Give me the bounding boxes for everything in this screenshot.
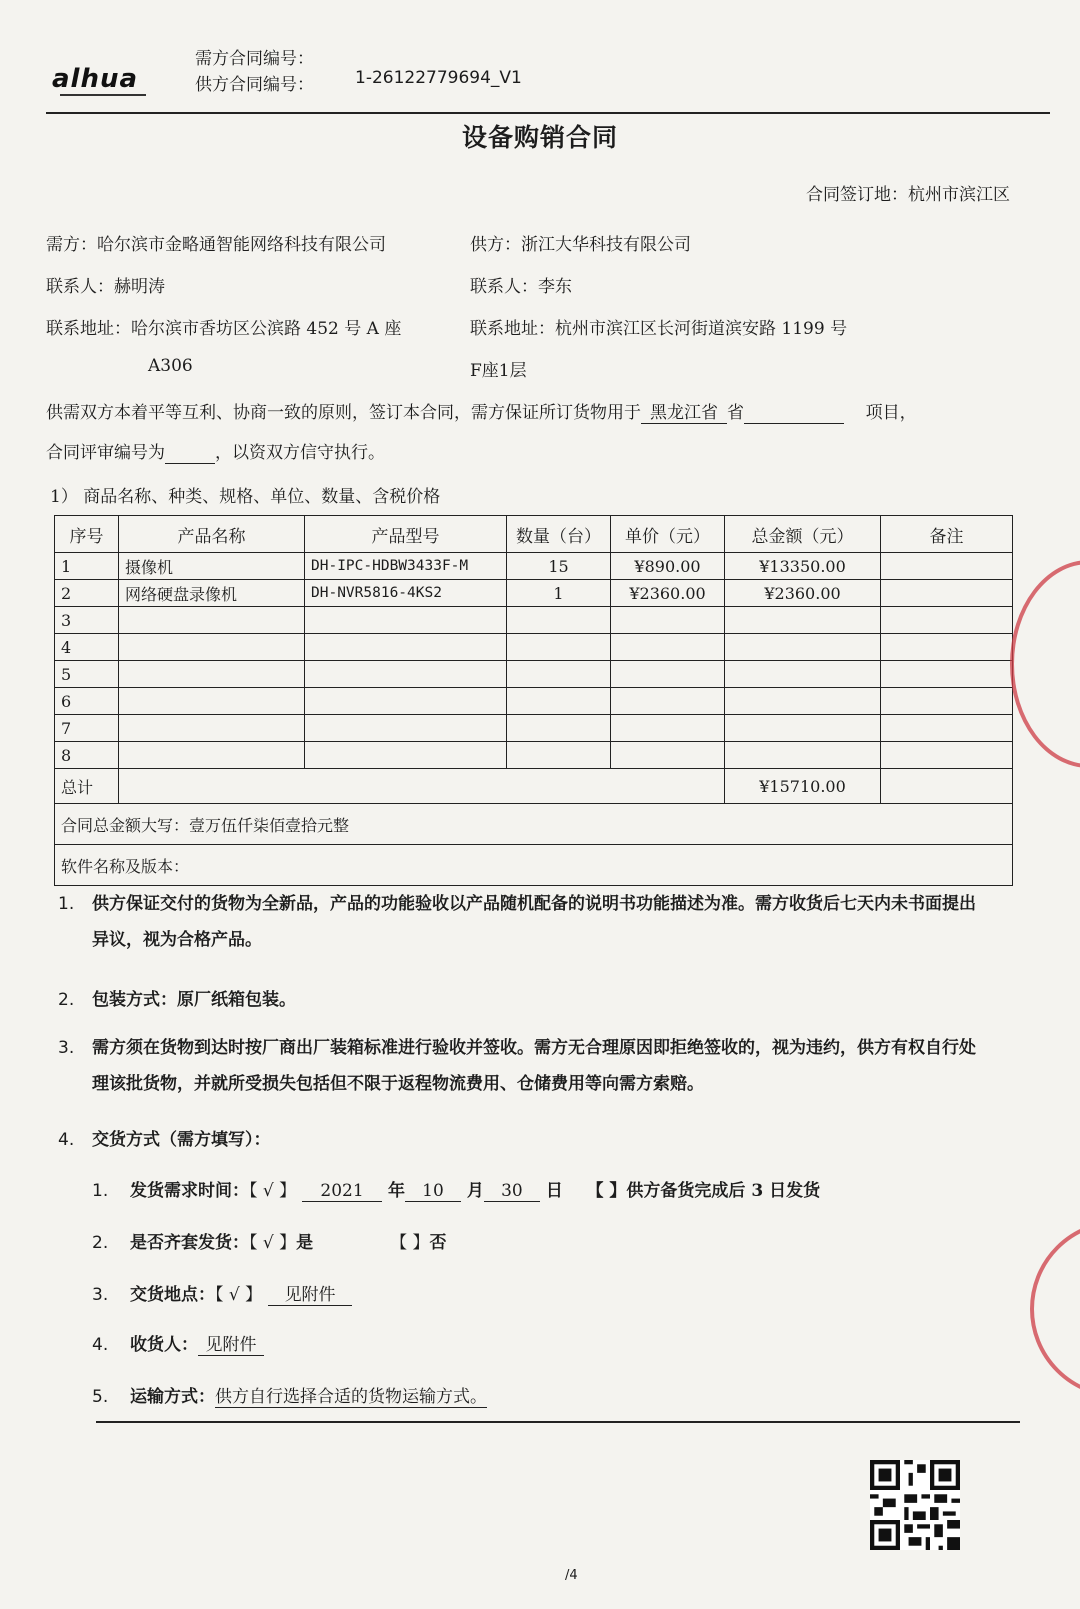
buyer-contact: 联系人：赫明涛 xyxy=(46,277,165,297)
col-header-total: 总金额（元） xyxy=(725,516,881,553)
supplier-contract-no-label: 供方合同编号： xyxy=(195,75,314,95)
cell-note xyxy=(881,661,1013,688)
cell-unit-price xyxy=(611,742,725,769)
cell-product-name xyxy=(119,634,305,661)
delivery-time xyxy=(92,1176,820,1202)
table-row xyxy=(55,607,1013,634)
table-row xyxy=(55,580,1013,607)
preamble-text-e: ，以资双方信守执行。 xyxy=(215,443,385,463)
complete-set-label: 是否齐套发货： xyxy=(130,1233,249,1253)
cell-model xyxy=(305,742,507,769)
cell-total: ¥13350.00 xyxy=(725,553,881,580)
province-value: 黑龙江省 xyxy=(641,398,727,424)
transport-method xyxy=(92,1382,487,1408)
complete-set-delivery xyxy=(92,1228,447,1253)
yes-label: 是 xyxy=(296,1233,314,1253)
cell-unit-price xyxy=(611,607,725,634)
total-empty xyxy=(119,769,725,804)
product-table xyxy=(54,515,1013,886)
buyer-name: 需方：哈尔滨市金略通智能网络科技有限公司 xyxy=(46,235,386,255)
cell-unit-price xyxy=(611,661,725,688)
preamble-text-d: 合同评审编号为 xyxy=(46,443,165,463)
table-row xyxy=(55,688,1013,715)
logo-underline xyxy=(60,94,146,96)
cell-total xyxy=(725,607,881,634)
cell-model: DH-NVR5816-4KS2 xyxy=(305,580,507,607)
item-number: 2. xyxy=(92,1233,109,1253)
cell-note xyxy=(881,688,1013,715)
cell-product-name xyxy=(119,715,305,742)
preamble-text-b: 省 xyxy=(727,403,744,423)
item-number: 1. xyxy=(92,1181,109,1201)
col-header-note: 备注 xyxy=(881,516,1013,553)
term-text: 包装方式：原厂纸箱包装。 xyxy=(92,990,296,1010)
col-header-price: 单价（元） xyxy=(611,516,725,553)
transport-value: 供方自行选择合适的货物运输方式。 xyxy=(215,1382,487,1408)
delivery-day: 30 xyxy=(484,1181,540,1202)
total-note xyxy=(881,769,1013,804)
software-version: 软件名称及版本： xyxy=(55,845,1013,886)
qr-code-icon xyxy=(870,1460,960,1550)
cell-unit-price xyxy=(611,634,725,661)
delivery-month: 10 xyxy=(405,1181,461,1202)
delivery-time-label: 发货需求时间： xyxy=(130,1181,249,1201)
term-1 xyxy=(58,886,1018,958)
review-no-blank xyxy=(165,443,215,464)
amount-words-row xyxy=(55,804,1013,845)
cell-total xyxy=(725,742,881,769)
cell-qty: 15 xyxy=(507,553,611,580)
term-text: 需方须在货物到达时按厂商出厂装箱标准进行验收并签收。需方无合理原因即拒绝签收的，视为违约，供方有权自行处理该批货物，并就所受损失包括但不限于返程物流费用、仓储费用等向需方索赔。 xyxy=(92,1038,976,1094)
cell-total: ¥2360.00 xyxy=(725,580,881,607)
cell-product-name: 摄像机 xyxy=(119,553,305,580)
cell-qty xyxy=(507,742,611,769)
cell-qty xyxy=(507,715,611,742)
cell-note xyxy=(881,715,1013,742)
no-label: 否 xyxy=(429,1233,447,1253)
delivery-time-checkbox[interactable]: 【 √ 】 xyxy=(249,1181,297,1201)
yes-checkbox[interactable]: 【 √ 】 xyxy=(249,1233,297,1253)
buyer-address-cont: A306 xyxy=(148,356,193,376)
delivery-year: 2021 xyxy=(302,1181,382,1202)
cell-product-name: 网络硬盘录像机 xyxy=(119,580,305,607)
term-number: 4. xyxy=(58,1130,75,1150)
term-2 xyxy=(58,982,1018,1018)
delivery-alt-option[interactable]: 【 】供方备货完成后 3 日发货 xyxy=(586,1181,821,1201)
table-total-row xyxy=(55,769,1013,804)
total-value: ¥15710.00 xyxy=(725,769,881,804)
table-row xyxy=(55,715,1013,742)
item-number: 5. xyxy=(92,1387,109,1407)
cell-model xyxy=(305,634,507,661)
term-3 xyxy=(58,1030,1018,1102)
footer-rule xyxy=(96,1421,1020,1423)
cell-qty xyxy=(507,607,611,634)
table-row xyxy=(55,742,1013,769)
table-row xyxy=(55,661,1013,688)
cell-qty xyxy=(507,688,611,715)
cell-unit-price xyxy=(611,715,725,742)
page-title: 设备购销合同 xyxy=(461,123,618,152)
cell-model xyxy=(305,607,507,634)
delivery-location xyxy=(92,1280,352,1306)
cell-no: 2 xyxy=(55,580,119,607)
supplier-address-cont: F座1层 xyxy=(470,361,527,381)
location-checkbox[interactable]: 【 √ 】 xyxy=(215,1285,263,1305)
cell-note xyxy=(881,742,1013,769)
transport-label: 运输方式： xyxy=(130,1387,215,1407)
cell-no: 1 xyxy=(55,553,119,580)
dahua-logo: alhua xyxy=(52,64,139,94)
cell-total xyxy=(725,715,881,742)
month-unit: 月 xyxy=(466,1181,484,1201)
cell-model xyxy=(305,661,507,688)
delivery-location-label: 交货地点： xyxy=(130,1285,215,1305)
table-header-row xyxy=(55,516,1013,553)
buyer-contract-no-label: 需方合同编号： xyxy=(195,49,314,69)
cell-product-name xyxy=(119,688,305,715)
page-number: /4 xyxy=(565,1568,578,1583)
cell-product-name xyxy=(119,661,305,688)
day-unit: 日 xyxy=(545,1181,563,1201)
preamble-line-2 xyxy=(46,438,385,464)
term-number: 1. xyxy=(58,894,75,914)
cell-note xyxy=(881,634,1013,661)
amount-in-words: 合同总金额大写：壹万伍仟柒佰壹拾元整 xyxy=(55,804,1013,845)
consignee xyxy=(92,1330,264,1356)
sign-place: 合同签订地：杭州市滨江区 xyxy=(806,185,1010,205)
supplier-contract-no: 1-26122779694_V1 xyxy=(355,68,522,88)
no-checkbox[interactable]: 【 】 xyxy=(390,1233,430,1253)
section-1-title: 1） 商品名称、种类、规格、单位、数量、含税价格 xyxy=(50,487,441,507)
year-unit: 年 xyxy=(387,1181,405,1201)
cell-no: 8 xyxy=(55,742,119,769)
delivery-location-value: 见附件 xyxy=(268,1280,352,1306)
cell-no: 5 xyxy=(55,661,119,688)
table-row xyxy=(55,634,1013,661)
consignee-label: 收货人： xyxy=(130,1335,198,1355)
cell-no: 4 xyxy=(55,634,119,661)
col-header-qty: 数量（台） xyxy=(507,516,611,553)
project-blank xyxy=(744,403,844,424)
cell-qty xyxy=(507,661,611,688)
cell-total xyxy=(725,661,881,688)
total-label: 总计 xyxy=(55,769,119,804)
cell-model xyxy=(305,688,507,715)
header-rule xyxy=(46,112,1050,114)
preamble-text-c: 项目， xyxy=(865,403,917,423)
cell-no: 6 xyxy=(55,688,119,715)
company-seal-stamp xyxy=(1010,560,1080,768)
term-number: 2. xyxy=(58,990,75,1010)
cell-product-name xyxy=(119,742,305,769)
term-4 xyxy=(58,1122,1018,1158)
cell-total xyxy=(725,688,881,715)
supplier-contact: 联系人：李东 xyxy=(470,277,572,297)
cell-total xyxy=(725,634,881,661)
preamble-text-a: 供需双方本着平等互利、协商一致的原则，签订本合同，需方保证所订货物用于 xyxy=(46,403,641,423)
term-number: 3. xyxy=(58,1038,75,1058)
col-header-name: 产品名称 xyxy=(119,516,305,553)
supplier-address: 联系地址：杭州市滨江区长河街道滨安路 1199 号 xyxy=(470,319,848,339)
col-header-no: 序号 xyxy=(55,516,119,553)
table-row xyxy=(55,553,1013,580)
term-text: 供方保证交付的货物为全新品，产品的功能验收以产品随机配备的说明书功能描述为准。需方收货后七天内未书面提出异议，视为合格产品。 xyxy=(92,894,976,950)
cell-qty: 1 xyxy=(507,580,611,607)
item-number: 4. xyxy=(92,1335,109,1355)
cell-note xyxy=(881,607,1013,634)
company-seal-stamp xyxy=(1030,1220,1080,1398)
cell-note xyxy=(881,553,1013,580)
cell-unit-price: ¥2360.00 xyxy=(611,580,725,607)
cell-no: 3 xyxy=(55,607,119,634)
cell-unit-price xyxy=(611,688,725,715)
cell-model xyxy=(305,715,507,742)
cell-product-name xyxy=(119,607,305,634)
term-text: 交货方式（需方填写）： xyxy=(92,1130,271,1150)
cell-model: DH-IPC-HDBW3433F-M xyxy=(305,553,507,580)
cell-qty xyxy=(507,634,611,661)
item-number: 3. xyxy=(92,1285,109,1305)
cell-note xyxy=(881,580,1013,607)
consignee-value: 见附件 xyxy=(198,1330,264,1356)
buyer-address: 联系地址：哈尔滨市香坊区公滨路 452 号 A 座 xyxy=(46,319,402,339)
cell-unit-price: ¥890.00 xyxy=(611,553,725,580)
supplier-name: 供方：浙江大华科技有限公司 xyxy=(470,235,691,255)
software-row xyxy=(55,845,1013,886)
cell-no: 7 xyxy=(55,715,119,742)
col-header-model: 产品型号 xyxy=(305,516,507,553)
preamble-line-1 xyxy=(46,398,917,424)
